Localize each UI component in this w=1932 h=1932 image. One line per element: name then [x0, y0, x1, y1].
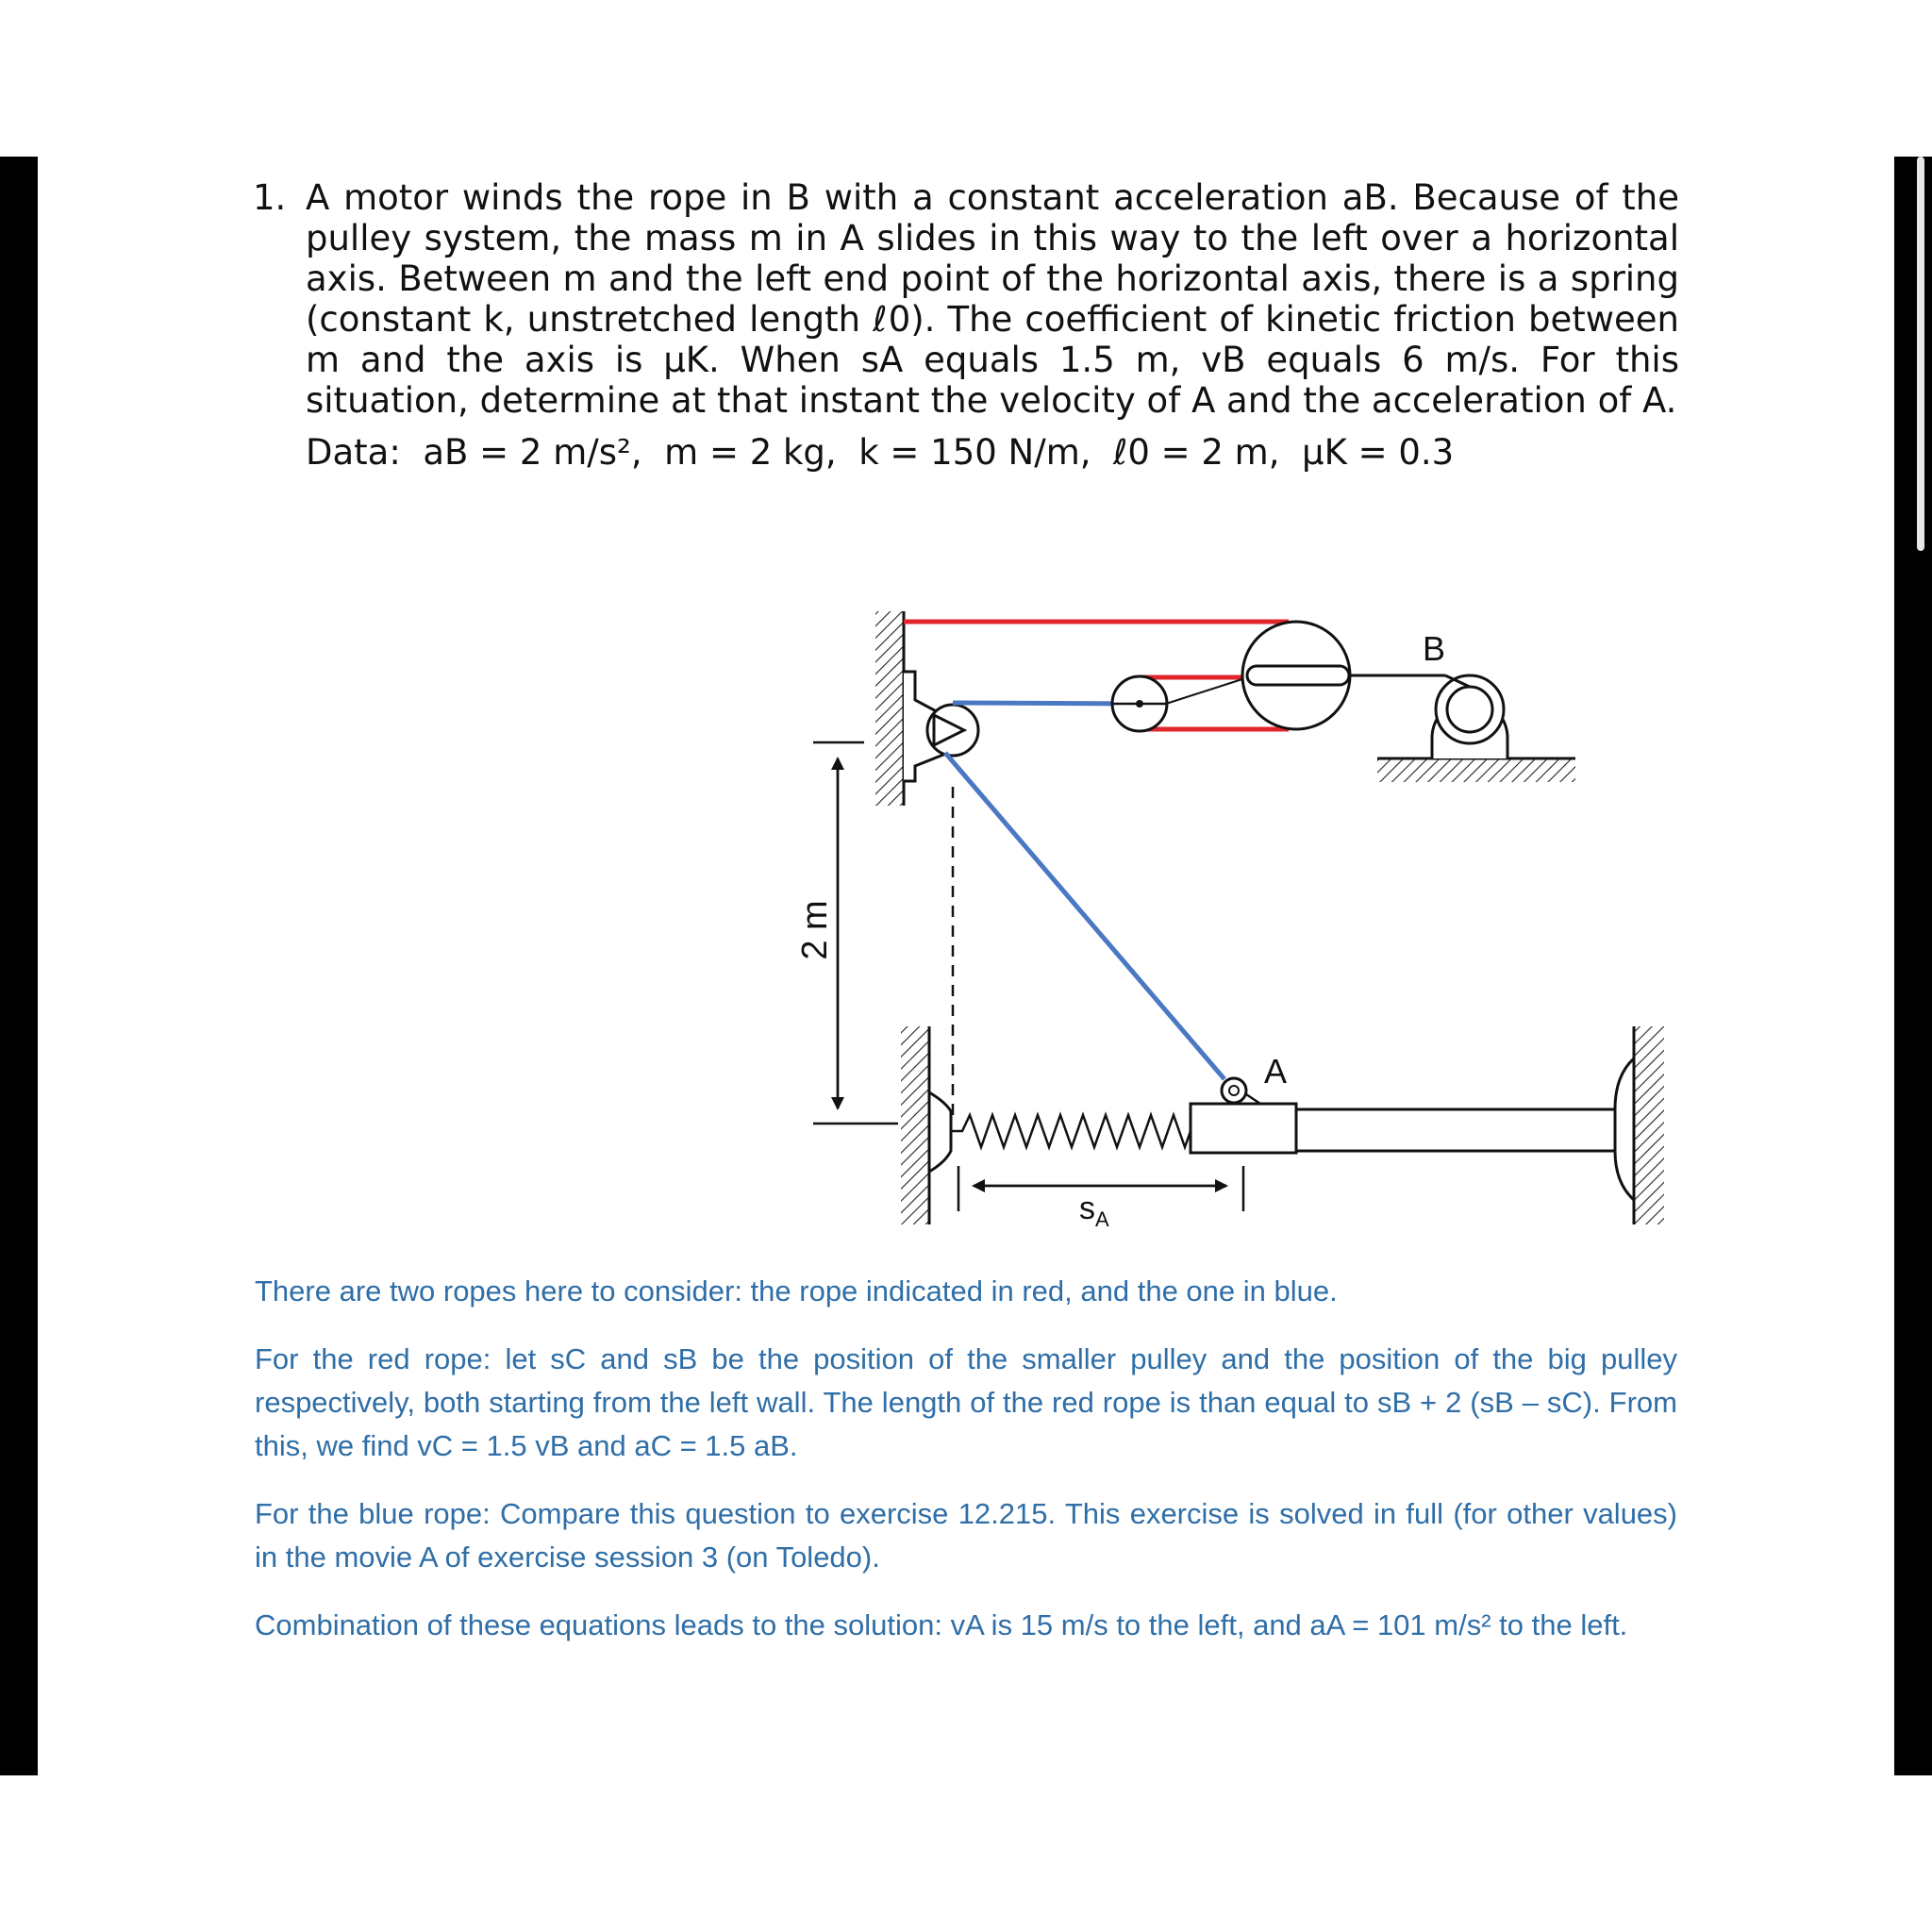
solution-notes [255, 1270, 1677, 1672]
lower-right-wall [1634, 1026, 1664, 1224]
solution-paragraph-4: Combination of these equations leads to the solution: vA is 15 m/s to the left, and aA = 101 m/s² to the left. [255, 1608, 1628, 1641]
motor-ground [1377, 758, 1575, 782]
upper-wall [875, 611, 904, 806]
small-pulley-C [1112, 676, 1167, 731]
block-A [1191, 1104, 1296, 1153]
solution-paragraph-3: For the blue rope: Compare this question to exercise 12.215. This exercise is solved in full (for other values) in the movie A of exercise session 3 (on Toledo). [255, 1497, 1677, 1574]
dimension-sA-label: $s_A$ [1079, 1191, 1109, 1231]
lower-left-wall [901, 1026, 929, 1224]
data-k: k = 150 N/m, [858, 432, 1091, 473]
label-A: A [1264, 1052, 1288, 1091]
data-aB: aB = 2 m/s², [423, 432, 642, 473]
data-label: Data: [306, 432, 401, 473]
motor [1432, 675, 1507, 758]
data-l0: ℓ0 = 2 m, [1113, 432, 1280, 473]
big-pulley-B [1242, 622, 1350, 729]
wall-pulley-bracket [904, 672, 978, 781]
block-A-pulley [1222, 1078, 1246, 1103]
dimension-2m-label: 2 m [795, 900, 835, 960]
blue-rope [945, 703, 1224, 1079]
data-muK: μK = 0.3 [1302, 432, 1455, 473]
spring [951, 1115, 1191, 1147]
data-m: m = 2 kg, [664, 432, 837, 473]
dimension-sA [958, 1166, 1243, 1211]
solution-paragraph-1: There are two ropes here to consider: the rope indicated in red, and the one in blue. [255, 1274, 1338, 1307]
problem-number: 1. [253, 177, 287, 218]
label-B: B [1423, 629, 1446, 668]
solution-paragraph-2: For the red rope: let sC and sB be the position of the smaller pulley and the position of the big pulley respectively, both starting from the left wall. The length of the red rope is than equal to sB + 2 (sB – sC). From this, we find vC = 1.5 vB and aC = 1.5 aB. [255, 1342, 1677, 1462]
problem-text: A motor winds the rope in B with a constant acceleration aB. Because of the pulley system, the mass m in A slides in this way to the left over a horizontal axis. Between m and the left end point of the horizontal axis, there is a spring (constant k, unstretched length ℓ0). The coefficient of kinetic friction between m and the axis is μK. When sA equals 1.5 m, vB equals 6 m/s. For this situation, determine at that instant the velocity of A and the acceleration of A. [306, 177, 1679, 421]
